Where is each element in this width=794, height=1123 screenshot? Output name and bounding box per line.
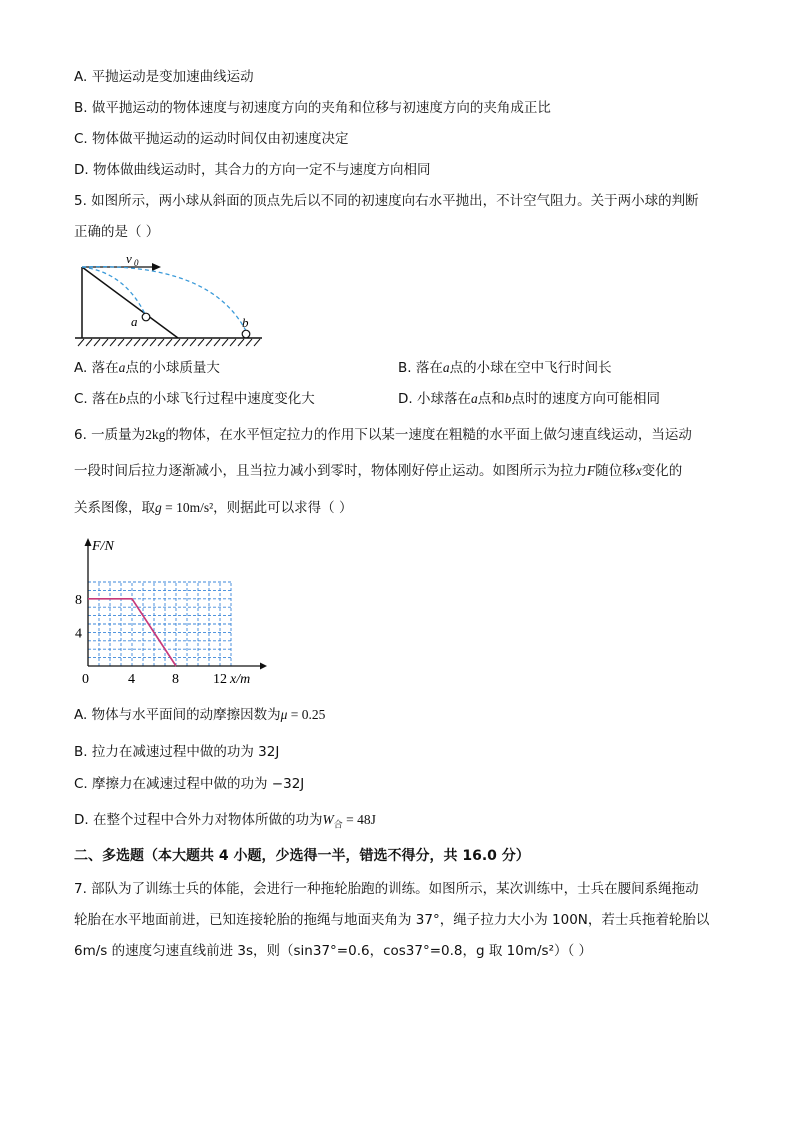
x-axis-label: x/m [230, 672, 251, 687]
q7-stem-line3: 6m/s 的速度匀速直线前进 3s，则（sin37°=0.6，cos37°=0.8，g 取 10m/s²）（ ） [74, 943, 593, 959]
v0-subscript: 0 [134, 258, 139, 268]
q6-option-a: A. 物体与水平面间的动摩擦因数为μ = 0.25 [74, 707, 326, 723]
ground-hatching [78, 339, 260, 346]
x-tick-label: 8 [172, 672, 179, 687]
q5-option-d: D. 小球落在a点和b点时的速度方向可能相同 [398, 391, 660, 407]
trajectory-b [82, 267, 246, 331]
v0-arrowhead [152, 263, 161, 271]
q6-stem-line3: 关系图像，取g = 10m/s²，则据此可以求得（ ） [74, 500, 353, 516]
x-tick-label: 12 [213, 672, 227, 687]
section-heading-multiple-choice: 二、多选题（本大题共 4 小题，少选得一半，错选不得分，共 16.0 分） [74, 848, 530, 864]
label-b: b [242, 315, 249, 330]
q5-option-b: B. 落在a点的小球在空中飞行时间长 [398, 360, 612, 376]
ball-b [242, 330, 250, 338]
ball-a [142, 313, 150, 321]
y-axis-arrow [85, 538, 92, 546]
x-tick-label: 0 [82, 672, 89, 687]
y-tick-label: 4 [75, 626, 82, 642]
chart-grid [88, 582, 231, 666]
q7-stem-line2: 轮胎在水平地面前进，已知连接轮胎的拖绳与地面夹角为 37°，绳子拉力大小为 100N，若士兵拖着轮胎以 [74, 912, 710, 928]
q6-option-c: C. 摩擦力在减速过程中做的功为 −32J [74, 776, 305, 792]
q4-option-a: A. 平抛运动是变加速曲线运动 [74, 69, 254, 85]
q4-option-b: B. 做平抛运动的物体速度与初速度方向的夹角和位移与初速度方向的夹角成正比 [74, 100, 551, 116]
y-axis-label: F/N [92, 539, 114, 554]
q5-figure-incline [70, 250, 270, 350]
q6-stem-line2: 一段时间后拉力逐渐减小，且当拉力减小到零时，物体刚好停止运动。如图所示为拉力F随位移x变化的 [74, 463, 683, 479]
x-tick-label: 4 [128, 672, 135, 687]
q6-option-b: B. 拉力在减速过程中做的功为 32J [74, 744, 280, 760]
v0-label: v [126, 251, 132, 266]
q6-stem-line1: 6. 一质量为2kg的物体，在水平恒定拉力的作用下以某一速度在粗糙的水平面上做匀速直线运动，当运动 [74, 427, 692, 443]
q4-option-c: C. 物体做平抛运动的运动时间仅由初速度决定 [74, 131, 349, 147]
x-axis-arrow [260, 663, 267, 670]
q6-option-d: D. 在整个过程中合外力对物体所做的功为$W_合 = 48J$ [74, 812, 376, 831]
q4-option-d: D. 物体做曲线运动时，其合力的方向一定不与速度方向相同 [74, 162, 431, 178]
y-tick-label: 8 [75, 592, 82, 608]
q5-option-c: C. 落在b点的小球飞行过程中速度变化大 [74, 391, 315, 407]
q5-option-a: A. 落在a点的小球质量大 [74, 360, 220, 376]
label-a: a [131, 314, 138, 329]
q6-force-displacement-chart [66, 530, 272, 690]
incline-slope [82, 267, 178, 338]
q5-stem-line2: 正确的是（ ） [74, 224, 160, 240]
q5-stem-line1: 5. 如图所示，两小球从斜面的顶点先后以不同的初速度向右水平抛出，不计空气阻力。关于两小球的判断 [74, 193, 699, 209]
q7-stem-line1: 7. 部队为了训练士兵的体能，会进行一种拖轮胎跑的训练。如图所示，某次训练中，士兵在腰间系绳拖动 [74, 881, 699, 897]
